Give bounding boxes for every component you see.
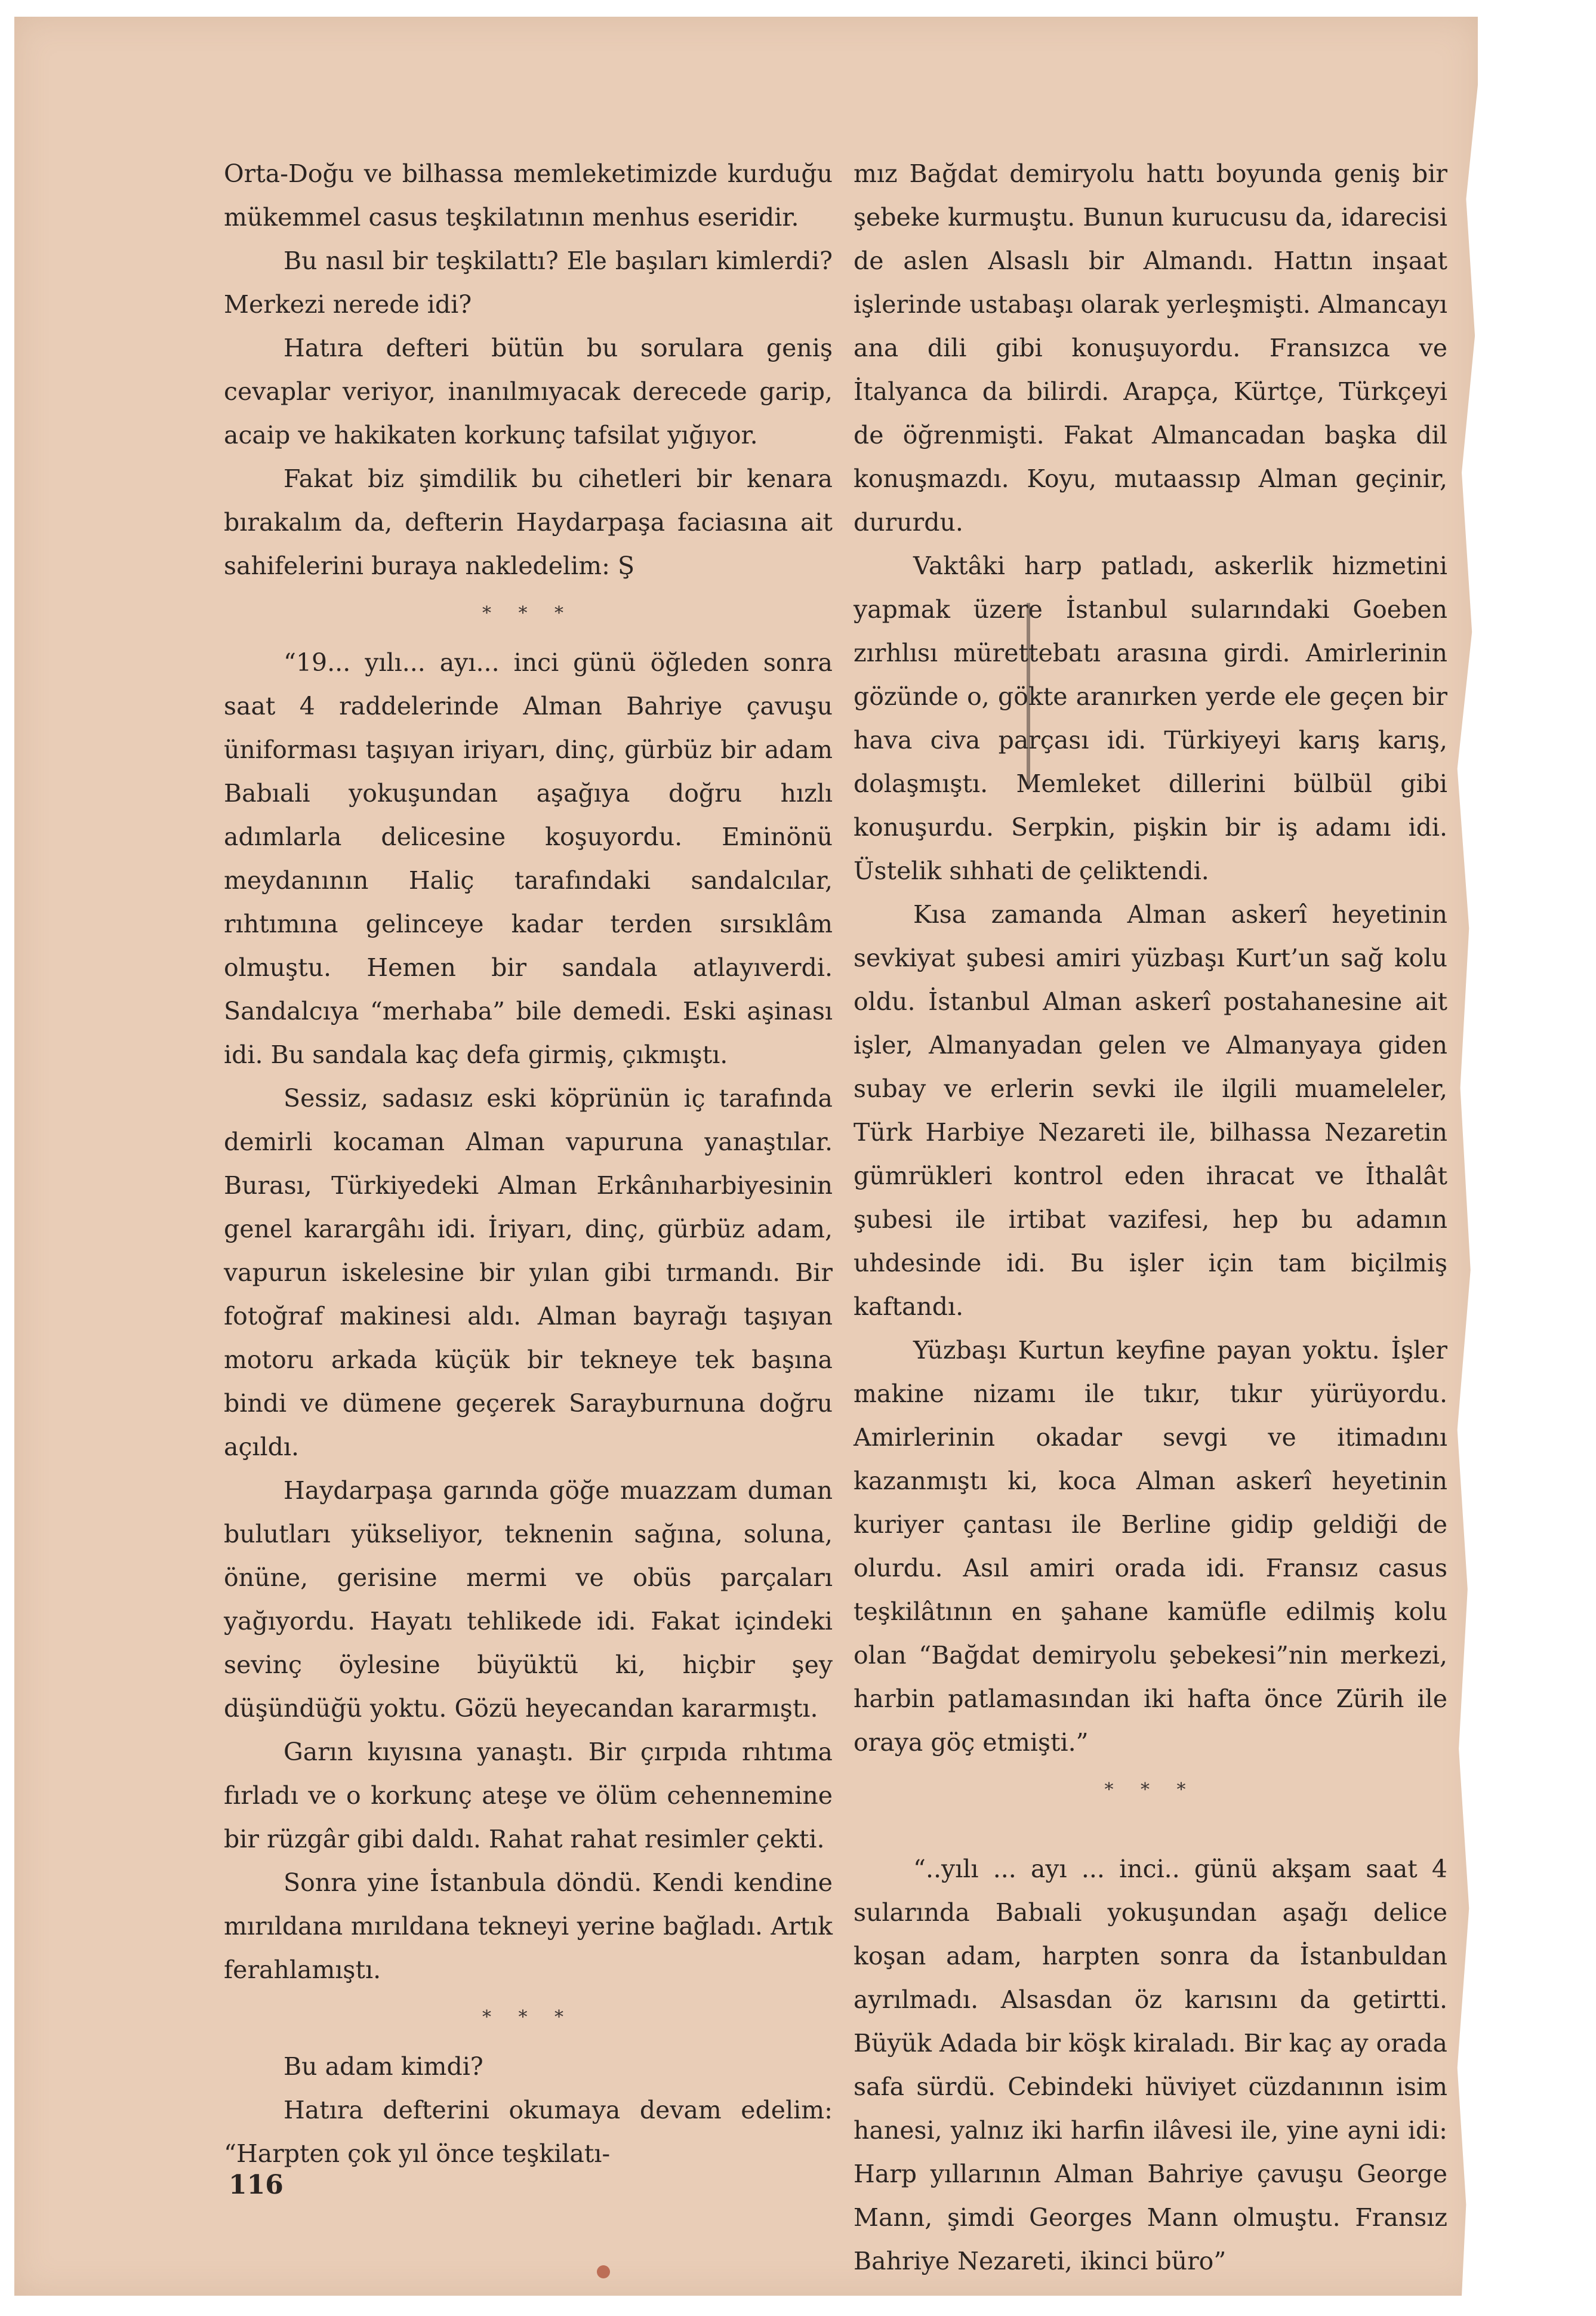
spacer [854,1818,1447,1847]
paragraph: Vaktâki harp patladı, askerlik hizmetini yapmak üzere İstanbul sularındaki Goeben zırhlısı mürettebatı arasına girdi. Amirlerinin gözünde o, gökte aranırken yerde ele geçen bir hava civa parçası idi. Türkiyeyi karış karış, dolaşmıştı. Memleket dillerini bülbül gibi konuşurdu. Serpkin, pişkin bir iş adamı idi. Üstelik sıhhati de çeliktendi. [854,552,1447,885]
paragraph: Hatıra defteri bütün bu sorulara geniş cevaplar veriyor, inanılmıyacak derecede garip, acaip ve hakikaten korkunç tafsilat yığıyor. [224,334,833,449]
paragraph: mız Bağdat demiryolu hattı boyunda geniş bir şebeke kurmuştu. Bunun kurucusu da, idarecisi de aslen Alsaslı bir Almandı. Hattın inşaat işlerinde ustabaşı olarak yerleşmişti. Almancayı ana dili gibi konuşuyordu. Fransızca ve İtalyanca da bilirdi. Arapça, Kürtçe, Türkçeyi de öğrenmişti. Fakat Almancadan başka dil konuşmazdı. Koyu, mutaassıp Alman geçinir, dururdu. [854,159,1447,537]
ink-spot [597,2265,610,2278]
left-column [224,152,833,2176]
paragraph: Sessiz, sadasız eski köprünün iç tarafında demirli kocaman Alman vapuruna yanaştılar. Burası, Türkiyedeki Alman Erkânıharbiyesinin genel karargâhı idi. İriyarı, dinç, gürbüz adam, vapurun iskelesine bir yılan gibi tırmandı. Bir fotoğraf makinesi aldı. Alman bayrağı taşıyan motoru arkada küçük bir tekneye tek başına bindi ve dümene geçerek Sarayburnuna doğru açıldı. [224,1084,833,1461]
section-separator: * * * [1104,1779,1197,1800]
paragraph: “..yılı ... ayı ... inci.. günü akşam saat 4 sularında Babıali yokuşundan aşağı delice koşan adam, harpten sonra da İstanbuldan ayrılmadı. Alsasdan öz karısını da getirtti. Büyük Adada bir köşk kiraladı. Bir kaç ay orada safa sürdü. Cebindeki hüviyet cüzdanının isim hanesi, yalnız iki harfin ilâvesi ile, yine ayni idi: Harp yıllarının Alman Bahriye çavuşu George Mann, şimdi Georges Mann olmuştu. Fransız Bahriye Nezareti, ikinci büro” [854,1855,1447,2275]
paragraph: Haydarpaşa garında göğe muazzam duman bulutları yükseliyor, teknenin sağına, soluna, önüne, gerisine mermi ve obüs parçaları yağıyordu. Hayatı tehlikede idi. Fakat içindeki sevinç öylesine büyüktü ki, hiçbir şey düşündüğü yoktu. Gözü heyecandan kararmıştı. [224,1476,833,1723]
paragraph: Bu adam kimdi? [284,2052,483,2081]
right-column [854,152,1447,2283]
section-separator: * * * [482,2007,575,2028]
paragraph: Hatıra defterini okumaya devam edelim: “Harpten çok yıl önce teşkilatı- [224,2096,833,2168]
section-separator: * * * [482,603,575,624]
paragraph: Fakat biz şimdilik bu cihetleri bir kenara bırakalım da, defterin Haydarpaşa faciasına ait sahifelerini buraya nakledelim: Ş [224,464,833,580]
paragraph: Kısa zamanda Alman askerî heyetinin sevkiyat şubesi amiri yüzbaşı Kurt’un sağ kolu oldu. İstanbul Alman askerî postahanesine ait işler, Almanyadan gelen ve Almanyaya giden subay ve erlerin sevki ile ilgili muameleler, Türk Harbiye Nezareti ile, bilhassa Nezaretin gümrükleri kontrol eden ihracat ve İthalât şubesi ile irtibat vazifesi, hep bu adamın uhdesinde idi. Bu işler için tam biçilmiş kaftandı. [854,900,1447,1321]
page-number: 116 [229,2170,284,2200]
paragraph: Bu nasıl bir teşkilattı? Ele başıları kimlerdi? Merkezi nerede idi? [224,247,833,319]
paragraph: Garın kıyısına yanaştı. Bir çırpıda rıhtıma fırladı ve o korkunç ateşe ve ölüm cehennemine bir rüzgâr gibi daldı. Rahat rahat resimler çekti. [224,1738,833,1853]
paragraph: Sonra yine İstanbula döndü. Kendi kendine mırıldana mırıldana tekneyi yerine bağladı. Artık ferahlamıştı. [224,1868,833,1984]
paragraph: “19... yılı... ayı... inci günü öğleden sonra saat 4 raddelerinde Alman Bahriye çavuşu üniforması taşıyan iriyarı, dinç, gürbüz bir adam Babıali yokuşundan aşağıya doğru hızlı adımlarla delicesine koşuyordu. Eminönü meydanının Haliç tarafındaki sandalcılar, rıhtımına gelinceye kadar terden sırsıklâm olmuştu. Hemen bir sandala atlayıverdi. Sandalcıya “merhaba” bile demedi. Eski aşinası idi. Bu sandala kaç defa girmiş, çıkmıştı. [224,648,833,1069]
paragraph: Orta-Doğu ve bilhassa memleketimizde kurduğu mükemmel casus teşkilatının menhus eseridir. [224,159,833,232]
paragraph: Yüzbaşı Kurtun keyfine payan yoktu. İşler makine nizamı ile tıkır, tıkır yürüyordu. Amirlerinin okadar sevgi ve itimadını kazanmıştı ki, koca Alman askerî heyetinin kuriyer çantası ile Berline gidip geldiği de olurdu. Asıl amiri orada idi. Fransız casus teşkilâtının en şahane kamüfle edilmiş kolu olan “Bağdat demiryolu şebekesi”nin merkezi, harbin patlamasından iki hafta önce Zürih ile oraya göç etmişti.” [854,1336,1447,1757]
